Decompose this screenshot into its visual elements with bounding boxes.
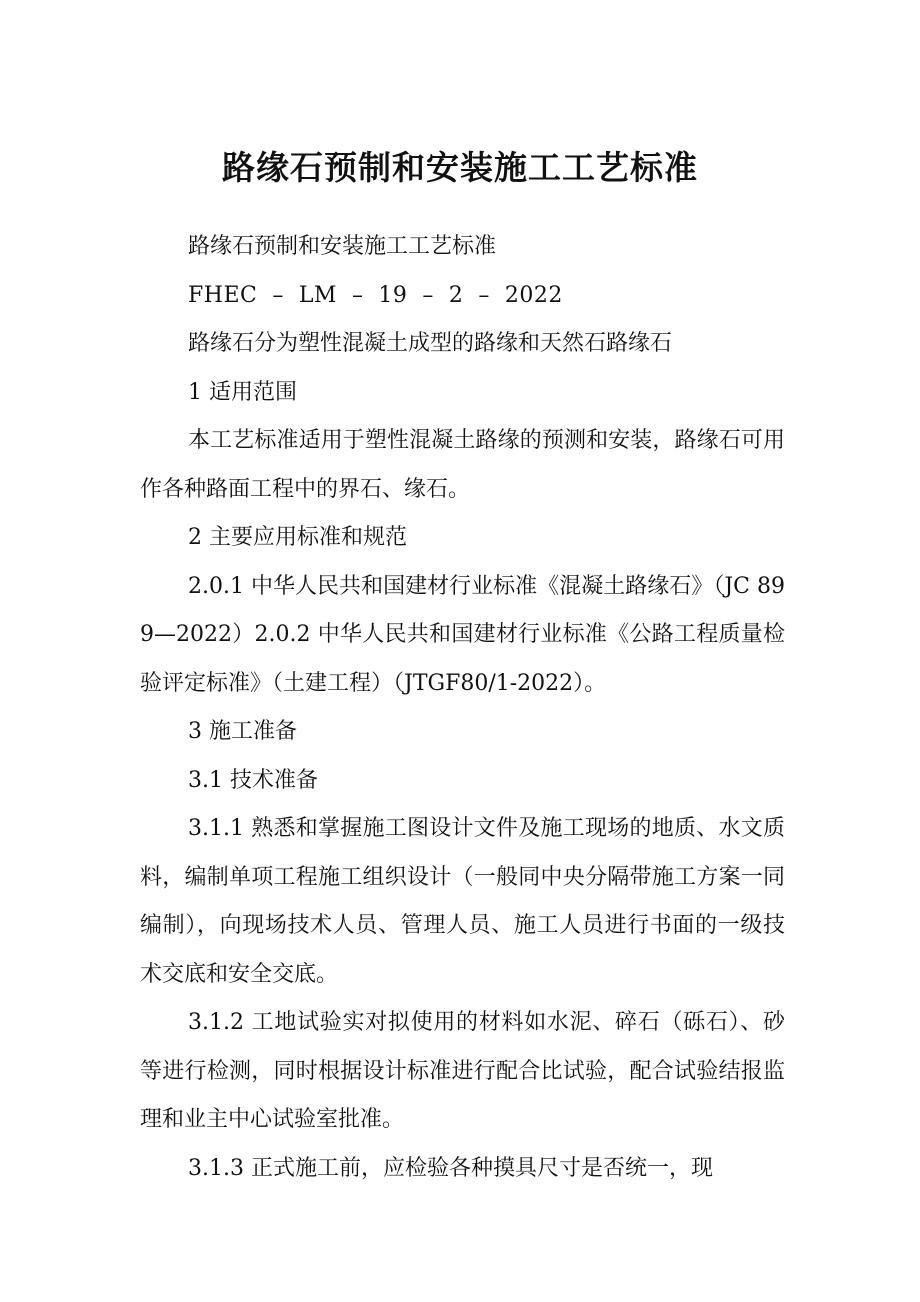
paragraph-standard-code: FHEC – LM – 19 – 2 – 2022	[188, 282, 563, 308]
heading-scope: 1 适用范围	[188, 379, 297, 405]
paragraph-3-1-3: 3.1.3 正式施工前，应检验各种摸具尺寸是否统一，现	[188, 1155, 713, 1181]
heading-standards: 2 主要应用标准和规范	[188, 525, 407, 550]
heading-preparation: 3 施工准备	[188, 719, 297, 744]
heading-technical-preparation: 3.1 技术准备	[188, 767, 318, 793]
paragraph-intro: 路缘石分为塑性混凝土成型的路缘和天然石路缘石	[188, 331, 673, 356]
paragraph-3-1-2: 3.1.2 工地试验实对拟使用的材料如水泥、碎石（砾石）、砂等进行检测，同时根据设计标准进行配合比试验，配合试验结报监理和业主中心试验室批准。	[140, 1010, 785, 1132]
paragraph-standards: 2.0.1 中华人民共和国建材行业标准《混凝土路缘石》（JC 899—2022）2.0.2 中华人民共和国建材行业标准《公路工程质量检验评定标准》（土建工程）（JTGF80/1-2022）。	[140, 573, 785, 696]
paragraph-scope: 本工艺标准适用于塑性混凝土路缘的预测和安装，路缘石可用作各种路面工程中的界石、缘石。	[140, 428, 785, 502]
document-title: 路缘石预制和安装施工工艺标准	[222, 148, 698, 187]
document-body	[140, 223, 785, 1193]
paragraph-3-1-1: 3.1.1 熟悉和掌握施工图设计文件及施工现场的地质、水文质料，编制单项工程施工组织设计（一般同中央分隔带施工方案一同编制），向现场技术人员、管理人员、施工人员进行书面的一级技术交底和安全交底。	[140, 816, 785, 987]
paragraph-subtitle: 路缘石预制和安装施工工艺标准	[188, 234, 497, 259]
